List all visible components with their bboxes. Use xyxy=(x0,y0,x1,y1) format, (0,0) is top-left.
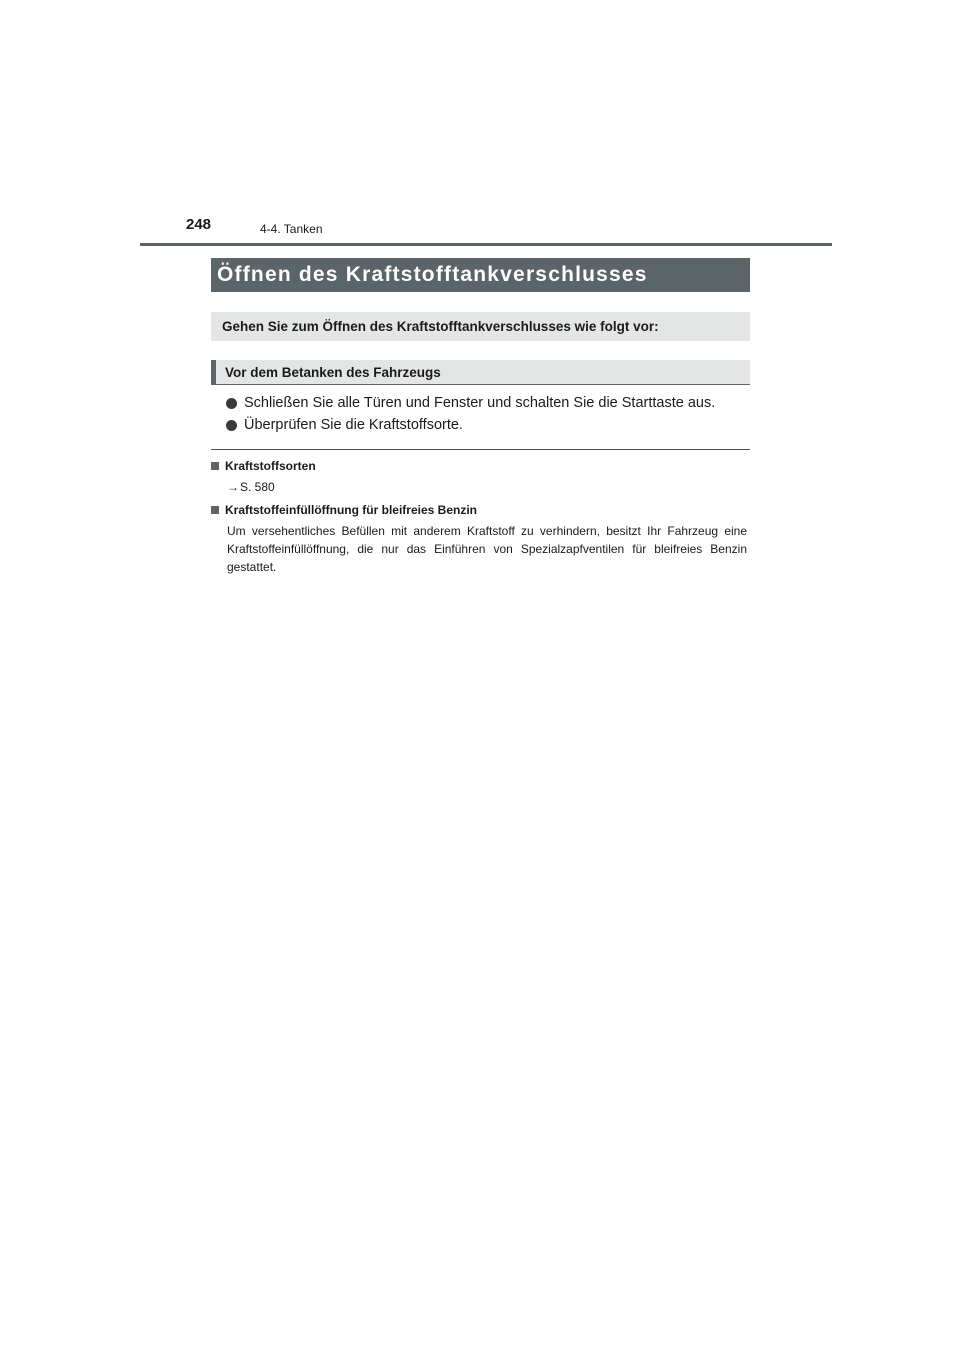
bullet-list xyxy=(226,392,715,436)
square-marker-icon xyxy=(211,506,219,514)
filled-circle-bullet-icon xyxy=(226,398,237,409)
note-heading-text: Kraftstoffsorten xyxy=(225,459,316,473)
square-marker-icon xyxy=(211,462,219,470)
intro-text: Gehen Sie zum Öffnen des Kraftstofftankverschlusses wie folgt vor: xyxy=(222,319,659,334)
bullet-text: Überprüfen Sie die Kraftstoffsorte. xyxy=(244,417,463,433)
page-title-bar xyxy=(211,258,750,292)
note-fuel-types xyxy=(211,458,747,496)
note-heading xyxy=(211,502,747,518)
subsection-heading-bar xyxy=(211,360,750,384)
section-end-rule xyxy=(211,449,750,450)
right-arrow-icon: → xyxy=(227,480,239,494)
page-title: Öffnen des Kraftstofftankverschlusses xyxy=(217,263,648,286)
page-number: 248 xyxy=(186,216,212,233)
bullet-text: Schließen Sie alle Türen und Fenster und schalten Sie die Starttaste aus. xyxy=(244,395,716,411)
subsection-rule xyxy=(211,384,750,385)
list-item xyxy=(226,414,715,436)
list-item xyxy=(226,392,715,414)
page-reference-link[interactable]: S. 580 xyxy=(240,480,275,494)
filled-circle-bullet-icon xyxy=(226,420,237,431)
subsection-heading: Vor dem Betanken des Fahrzeugs xyxy=(225,364,441,380)
note-unleaded-filler xyxy=(211,502,747,576)
note-body-text: Um versehentliches Befüllen mit anderem Kraftstoff zu verhindern, besitzt Ihr Fahrzeug eine Kraftstoffeinfüllöffnung, die nur das Einführen von Spezialzapfventilen für bleifreies Benzin gestattet. xyxy=(227,524,747,574)
intro-bar xyxy=(211,312,750,341)
note-heading-text: Kraftstoffeinfüllöffnung für bleifreies Benzin xyxy=(225,503,477,517)
note-reference xyxy=(227,478,747,496)
section-label: 4-4. Tanken xyxy=(260,222,323,236)
note-heading xyxy=(211,458,747,474)
header-rule xyxy=(140,243,832,246)
